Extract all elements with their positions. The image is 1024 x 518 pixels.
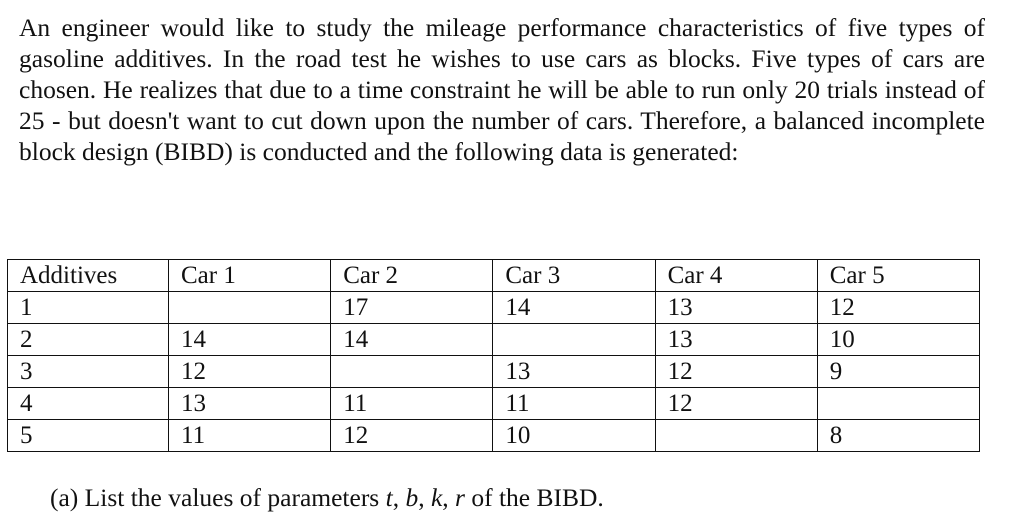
question-separator: , (442, 483, 456, 512)
param-b: b (405, 483, 419, 512)
table-cell: 2 (8, 324, 169, 356)
table-cell: 13 (169, 388, 331, 420)
header-car-2: Car 2 (331, 260, 493, 292)
table-cell: 11 (169, 420, 331, 452)
question-separator: , (392, 483, 406, 512)
question-separator: , (418, 483, 431, 512)
table-cell: 14 (493, 292, 655, 324)
table-cell: 3 (8, 356, 169, 388)
header-additives: Additives (8, 260, 169, 292)
param-t: t (385, 483, 393, 512)
table-row (8, 356, 980, 388)
table-cell: 9 (817, 356, 979, 388)
table-cell: 12 (169, 356, 331, 388)
table-cell: 14 (331, 324, 493, 356)
question-prefix: (a) List the values of parameters (50, 483, 386, 512)
table-header-row (8, 260, 980, 292)
table-cell: 11 (331, 388, 493, 420)
table-cell: 12 (655, 388, 817, 420)
table-cell: 10 (817, 324, 979, 356)
table-cell (493, 324, 655, 356)
table-cell: 13 (655, 292, 817, 324)
table-cell: 10 (493, 420, 655, 452)
param-k: k (430, 483, 443, 512)
header-car-1: Car 1 (169, 260, 331, 292)
table-cell: 14 (169, 324, 331, 356)
table-cell: 17 (331, 292, 493, 324)
problem-statement: An engineer would like to study the mileage performance characteristics of five types of gasoline additives. In the road test he wishes to use cars as blocks. Five types of cars are chosen. He realizes that due to a time constraint he will be able to run only 20 trials instead of 25 - but doesn't want to cut down upon the number of cars. Therefore, a balanced incomplete block design (BIBD) is conducted and the following data is generated: (19, 13, 985, 166)
table-cell (169, 292, 331, 324)
table-cell (331, 356, 493, 388)
table-cell: 5 (8, 420, 169, 452)
table-row (8, 388, 980, 420)
table-cell: 8 (817, 420, 979, 452)
header-car-3: Car 3 (493, 260, 655, 292)
question-a (50, 482, 604, 513)
table-row (8, 324, 980, 356)
table-cell (655, 420, 817, 452)
table-cell: 11 (493, 388, 655, 420)
data-table (7, 259, 980, 452)
table-cell (817, 388, 979, 420)
question-suffix: of the BIBD. (464, 483, 604, 512)
table-row (8, 292, 980, 324)
table-cell: 1 (8, 292, 169, 324)
table-cell: 4 (8, 388, 169, 420)
table-cell: 13 (493, 356, 655, 388)
table-cell: 12 (817, 292, 979, 324)
header-car-4: Car 4 (655, 260, 817, 292)
table-cell: 12 (655, 356, 817, 388)
table-row (8, 420, 980, 452)
table-cell: 12 (331, 420, 493, 452)
table-cell: 13 (655, 324, 817, 356)
param-r: r (455, 483, 465, 512)
header-car-5: Car 5 (817, 260, 979, 292)
